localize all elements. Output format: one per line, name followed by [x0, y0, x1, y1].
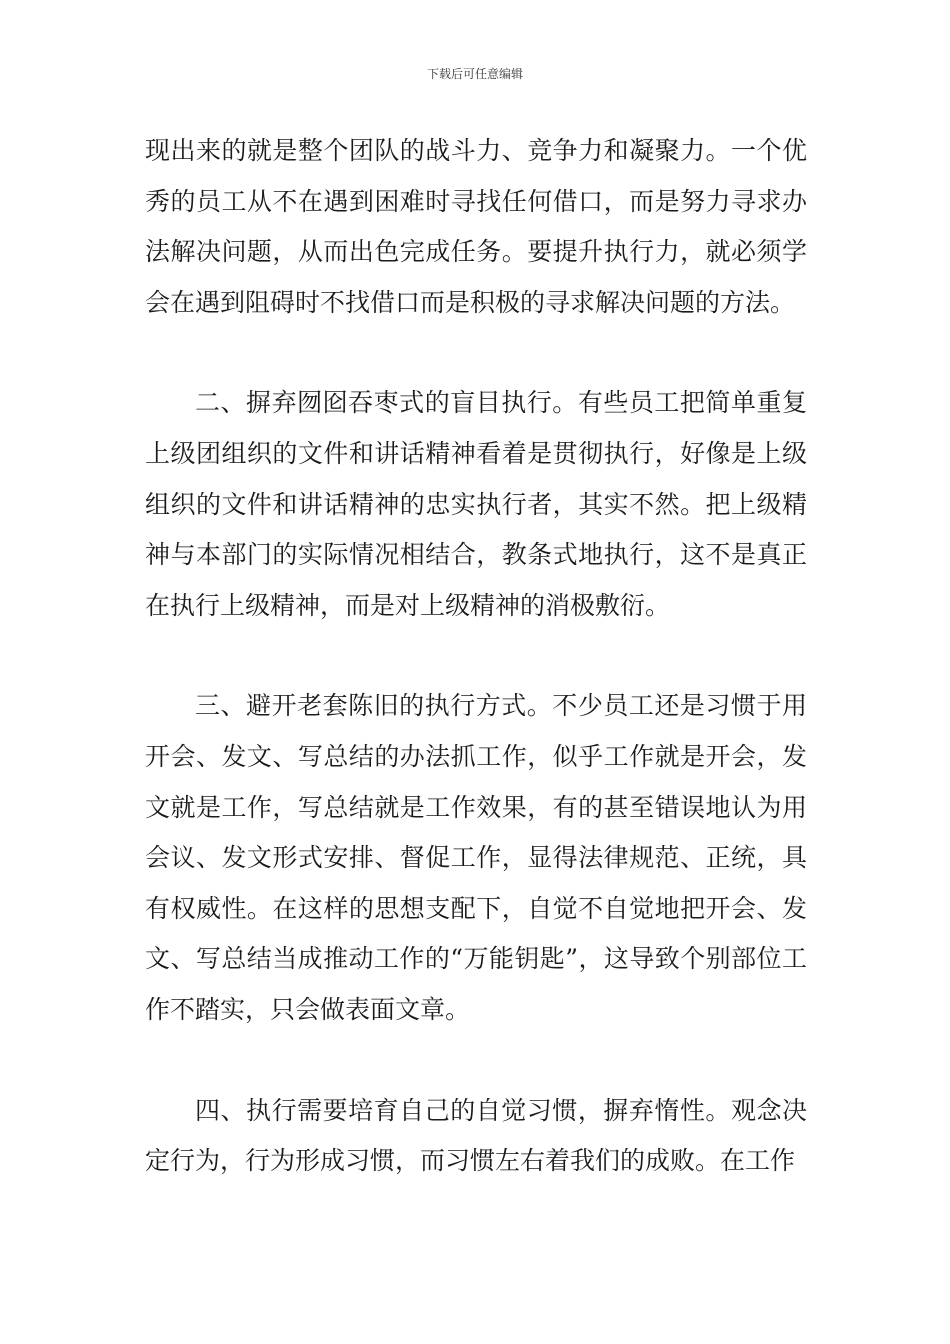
paragraph-gap	[145, 631, 807, 681]
page-header-note: 下载后可任意编辑	[426, 67, 523, 81]
paragraph-point-three: 三、避开老套陈旧的执行方式。不少员工还是习惯于用开会、发文、写总结的办法抓工作，似乎工作就是开会，发文就是工作，写总结就是工作效果，有的甚至错误地认为用会议、发文形式安排、督促工作，显得法律规范、正统，具有权威性。在这样的思想支配下，自觉不自觉地把开会、发文、写总结当成推动工作的“万能钥匙”，这导致个别部位工作不踏实，只会做表面文章。	[145, 691, 807, 1024]
paragraph-gap	[145, 328, 807, 378]
paragraph-gap	[145, 1036, 807, 1086]
paragraph-continuation: 现出来的就是整个团队的战斗力、竞争力和凝聚力。一个优秀的员工从不在遇到困难时寻找任何借口，而是努力寻求办法解决问题，从而出色完成任务。要提升执行力，就必须学会在遇到阻碍时不找借口而是积极的寻求解决问题的方法。	[145, 136, 807, 317]
paragraph-point-four: 四、执行需要培育自己的自觉习惯，摒弃惰性。观念决定行为，行为形成习惯，而习惯左右着我们的成败。在工作	[145, 1095, 807, 1176]
document-body	[145, 126, 807, 1187]
paragraph-point-two: 二、摒弃囫囵吞枣式的盲目执行。有些员工把简单重复上级团组织的文件和讲话精神看着是贯彻执行，好像是上级组织的文件和讲话精神的忠实执行者，其实不然。把上级精神与本部门的实际情况相结合，教条式地执行，这不是真正在执行上级精神，而是对上级精神的消极敷衍。	[145, 388, 807, 620]
